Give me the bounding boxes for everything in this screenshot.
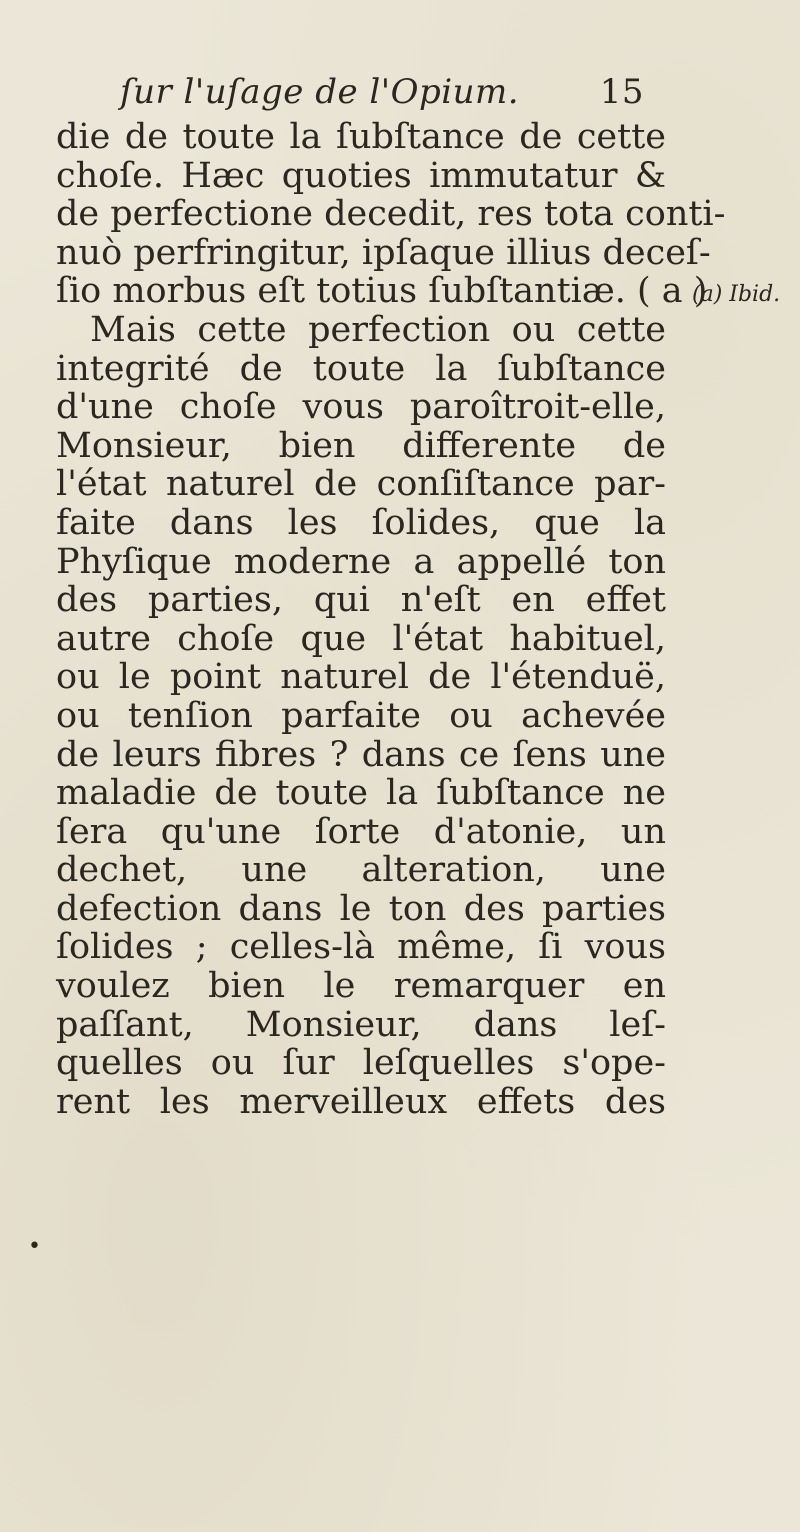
text-line: Mais cette perfection ou cette — [90, 309, 666, 350]
text-line: nuò perfringitur, ipſaque illius deceſ- — [56, 232, 711, 273]
text-line: maladie de toute la ſubſtance ne — [56, 773, 666, 814]
text-line: ſolides ; celles-là même, ſi vous — [56, 927, 666, 968]
text-line: d'une choſe vous paroîtroit-elle, — [56, 387, 666, 428]
ink-dot: • — [28, 1234, 41, 1259]
text-line: rent les merveilleux effets des — [56, 1081, 666, 1122]
text-line: defection dans le ton des parties — [56, 888, 666, 929]
text-line: Monsieur, bien differente de — [56, 425, 666, 466]
text-line: ſera qu'une ſorte d'atonie, un — [56, 811, 666, 852]
text-line: quelles ou ſur leſquelles s'ope- — [56, 1043, 666, 1084]
body-text — [56, 117, 726, 1122]
text-line: voulez bien le remarquer en — [56, 966, 666, 1007]
text-line: ſio morbus eſt totius ſubſtantiæ. ( a ) — [56, 271, 708, 312]
text-line: integrité de toute la ſubſtance — [56, 348, 666, 389]
text-line: des parties, qui n'eſt en effet — [56, 580, 666, 621]
text-line: die de toute la ſubſtance de cette — [56, 117, 666, 157]
text-line: de perfectione decedit, res tota conti- — [56, 194, 726, 235]
running-header — [120, 72, 644, 112]
text-line: autre choſe que l'état habituel, — [56, 618, 666, 659]
text-line: de leurs fibres ? dans ce ſens une — [56, 734, 666, 775]
text-line: faite dans les ſolides, que la — [56, 502, 666, 543]
text-line: choſe. Hæc quoties immutatur & — [56, 155, 666, 196]
page-number: 15 — [599, 72, 644, 112]
text-line: l'état naturel de conſiſtance par- — [56, 464, 666, 505]
text-line: dechet, une alteration, une — [56, 850, 666, 891]
running-title: ſur l'uſage de l'Opium. — [120, 72, 520, 112]
text-line: ou tenſion parfaite ou achevée — [56, 695, 666, 736]
text-line: paſſant, Monsieur, dans leſ- — [56, 1004, 666, 1045]
margin-note: (a) Ibid. — [692, 282, 781, 307]
text-line: ou le point naturel de l'étenduë, — [56, 657, 666, 698]
text-line: Phyſique moderne a appellé ton — [56, 541, 666, 582]
